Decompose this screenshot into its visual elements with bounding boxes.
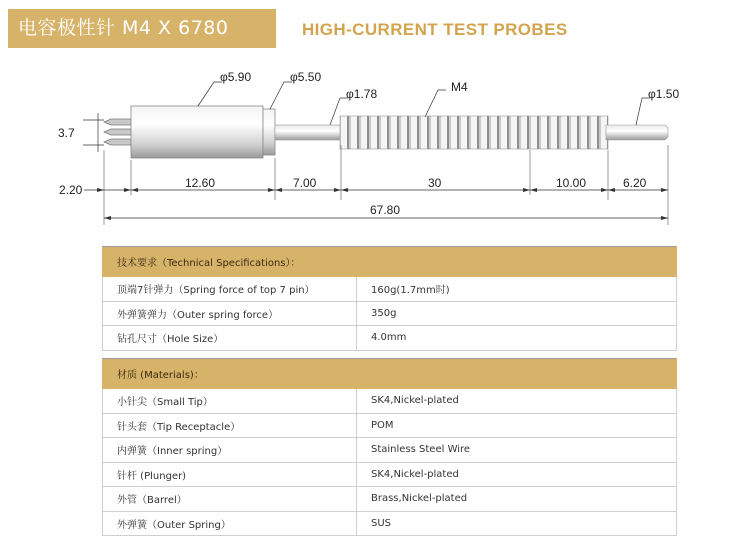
material-label: 针头套（Tip Receptacle） xyxy=(103,413,357,438)
technical-specifications-table xyxy=(102,246,677,351)
collar-diameter-label: φ5.50 xyxy=(290,70,322,84)
table-row xyxy=(103,413,677,438)
materials-table xyxy=(102,358,677,536)
plunger-neck xyxy=(275,125,341,140)
spec-label: 顶端7针弹力（Spring force of top 7 pin） xyxy=(103,277,357,302)
pin-span-label: 3.7 xyxy=(58,126,75,140)
tip-rod xyxy=(606,125,668,140)
material-value: Brass,Nickel-plated xyxy=(357,487,677,512)
material-label: 内弹簧（Inner spring） xyxy=(103,438,357,463)
materials-title: 材质 (Materials)： xyxy=(103,359,677,389)
table-row xyxy=(103,438,677,463)
tip-length-label: 6.20 xyxy=(623,176,647,190)
material-value: SK4,Nickel-plated xyxy=(357,462,677,487)
table-row xyxy=(103,326,677,351)
table-row xyxy=(103,511,677,536)
plunger-diameter-label: φ1.78 xyxy=(346,87,378,101)
probe-technical-drawing xyxy=(0,62,742,237)
table-row xyxy=(103,301,677,326)
total-length-label: 67.80 xyxy=(370,203,401,217)
barrel-collar xyxy=(263,109,275,155)
head-length-label: 2.20 xyxy=(59,183,83,197)
tip-pins xyxy=(104,119,131,145)
product-title: 电容极性针 M4 X 6780 xyxy=(18,17,229,39)
tip-diameter-label: φ1.50 xyxy=(648,87,680,101)
barrel-length-label: 12.60 xyxy=(185,176,216,190)
category-title: HIGH-CURRENT TEST PROBES xyxy=(302,20,568,39)
material-label: 外管（Barrel） xyxy=(103,487,357,512)
spec-value: 350g xyxy=(357,301,677,326)
material-value: POM xyxy=(357,413,677,438)
material-label: 小针尖（Small Tip） xyxy=(103,389,357,414)
table-row xyxy=(103,462,677,487)
spec-value: 4.0mm xyxy=(357,326,677,351)
neck-length-label: 7.00 xyxy=(293,176,317,190)
table-header xyxy=(103,359,677,389)
tech-specs-title: 技术要求（Technical Specifications）： xyxy=(103,247,677,277)
thread-label: M4 xyxy=(451,80,468,94)
outer-spring xyxy=(340,116,608,149)
table-header xyxy=(103,247,677,277)
material-value: Stainless Steel Wire xyxy=(357,438,677,463)
material-label: 外弹簧（Outer Spring） xyxy=(103,511,357,536)
spring-end-length-label: 10.00 xyxy=(556,176,587,190)
material-value: SUS xyxy=(357,511,677,536)
barrel xyxy=(131,106,263,158)
spec-value: 160g(1.7mm时) xyxy=(357,277,677,302)
spec-label: 钻孔尺寸（Hole Size） xyxy=(103,326,357,351)
table-row xyxy=(103,487,677,512)
material-label: 针杆 (Plunger) xyxy=(103,462,357,487)
table-row xyxy=(103,277,677,302)
spec-label: 外弹簧弹力（Outer spring force） xyxy=(103,301,357,326)
spring-length-label: 30 xyxy=(428,176,442,190)
product-title-banner xyxy=(8,9,276,48)
material-value: SK4,Nickel-plated xyxy=(357,389,677,414)
table-row xyxy=(103,389,677,414)
barrel-diameter-label: φ5.90 xyxy=(220,70,252,84)
